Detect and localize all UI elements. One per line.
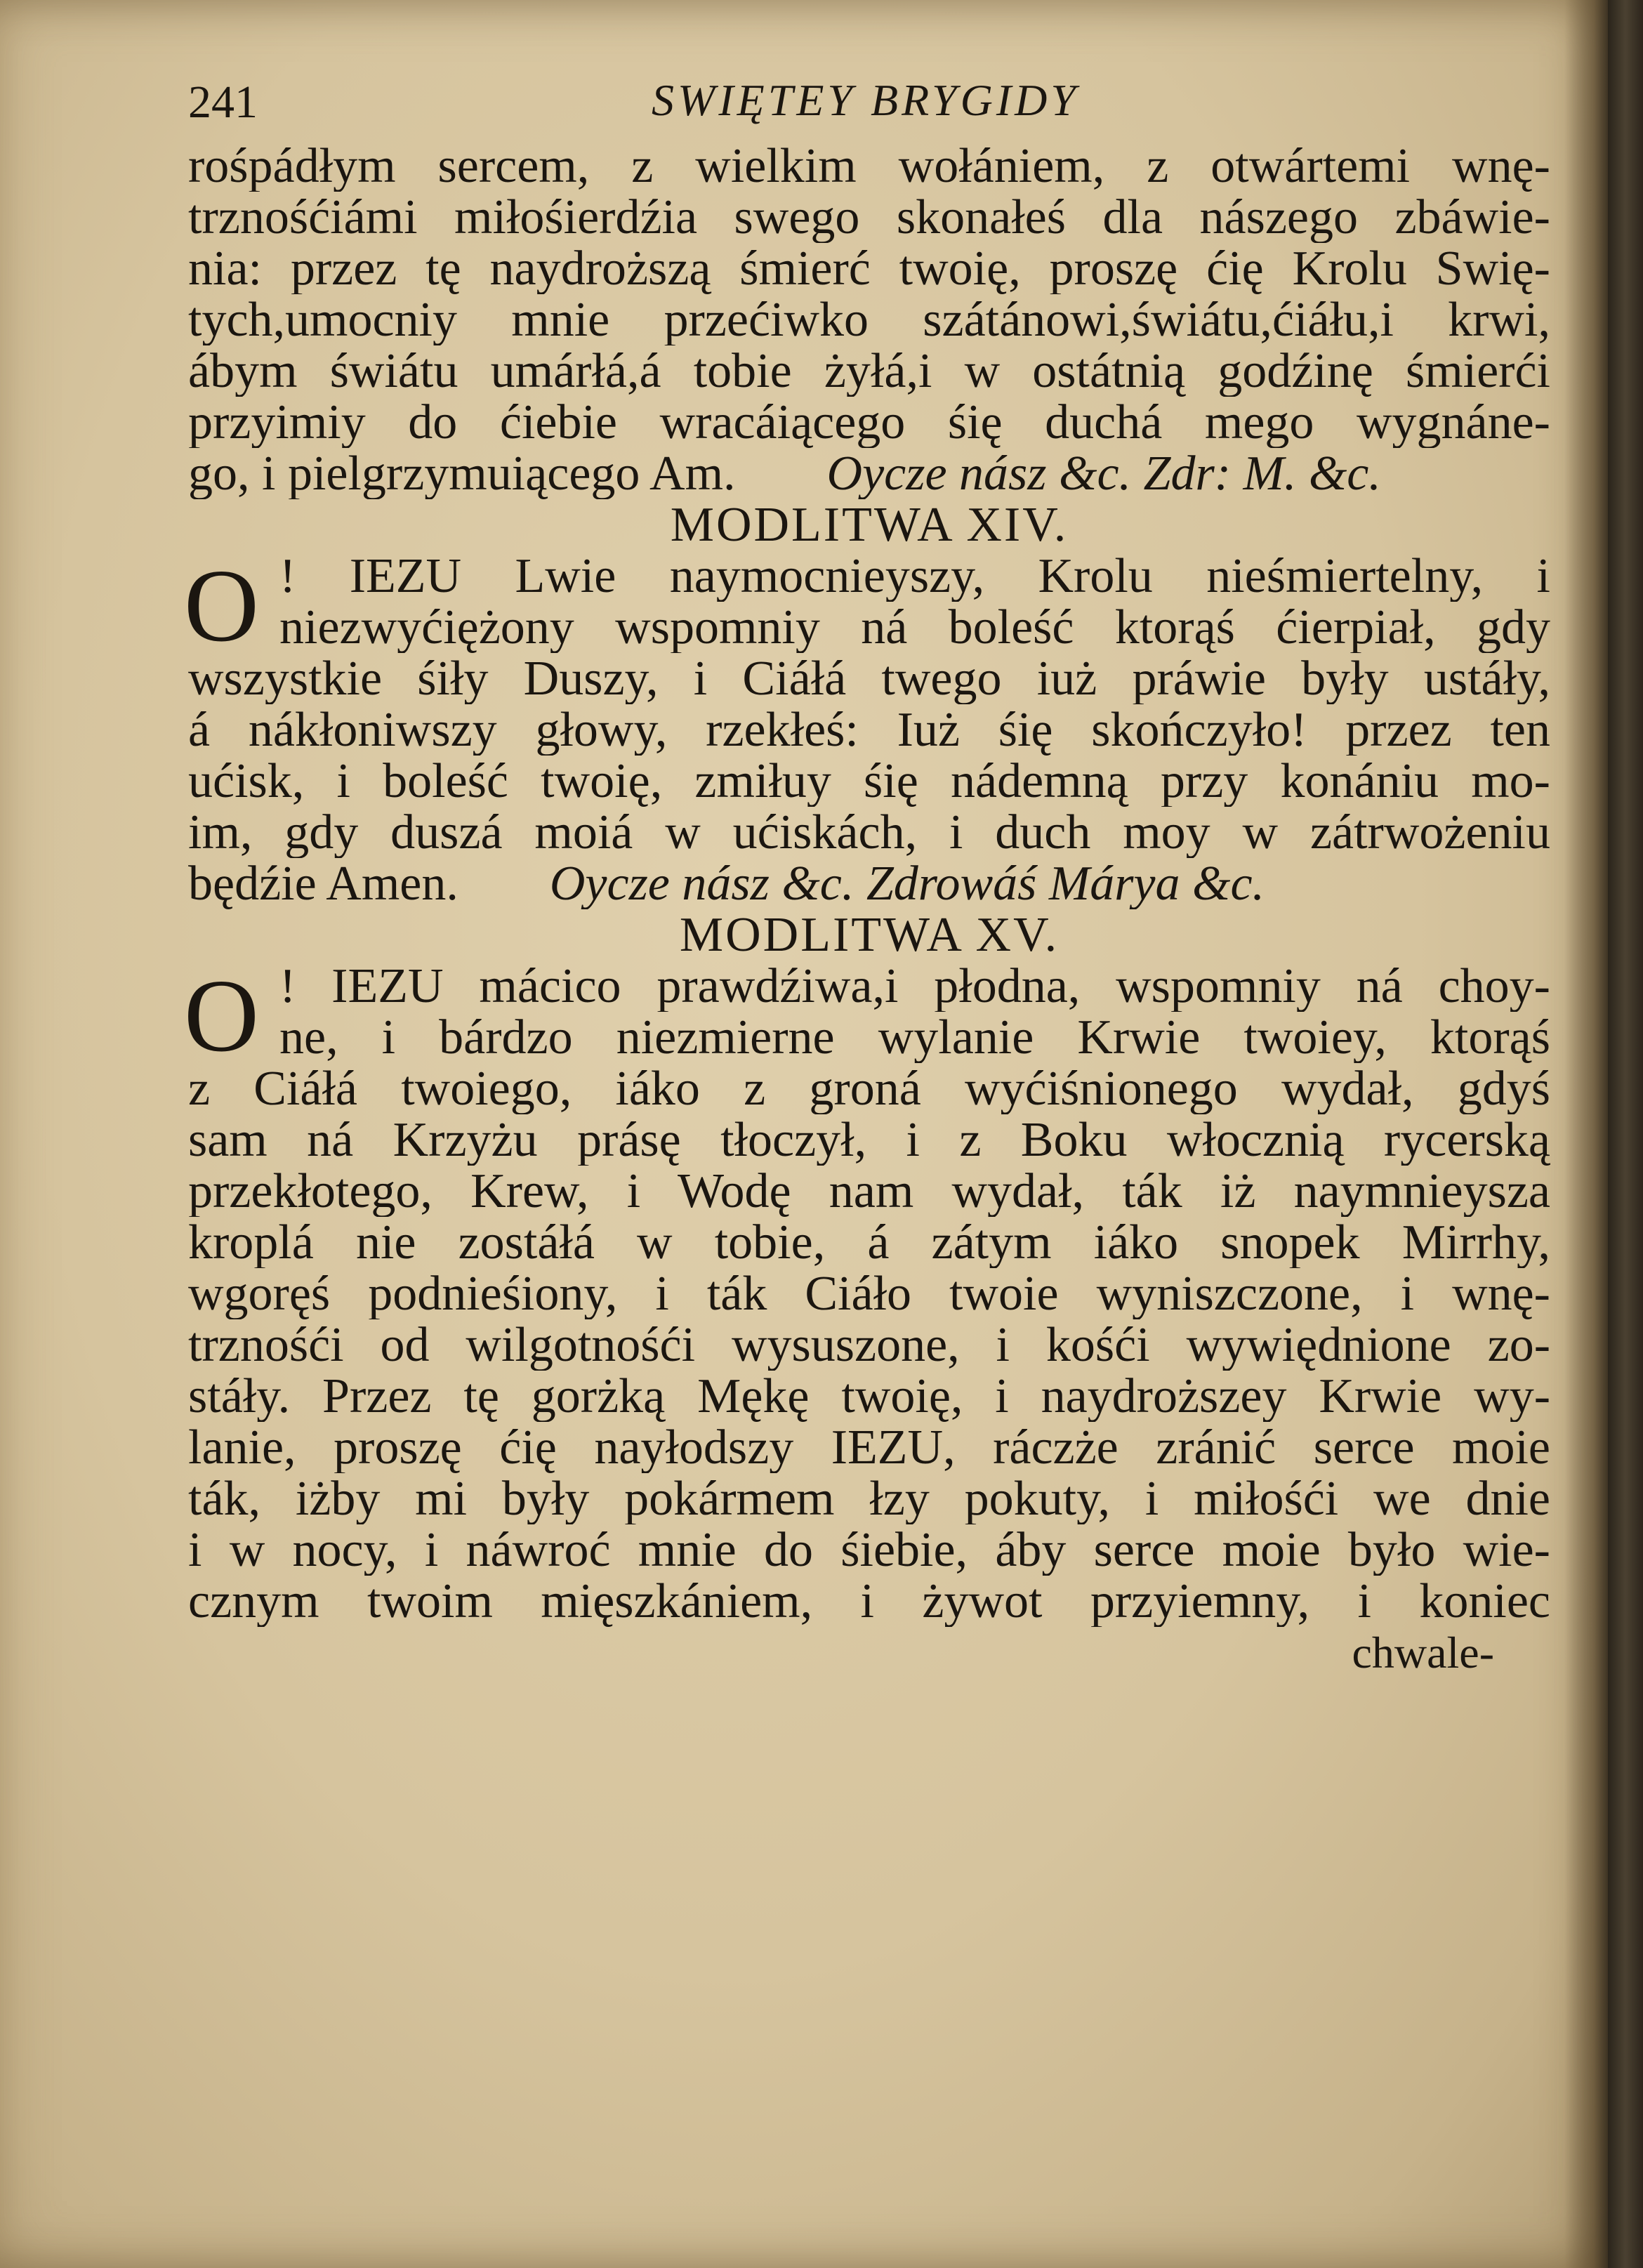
text-line: tych,umocniy mnie przećiwko szátánowi,świátu,ćiáłu,i krwi, [188, 294, 1550, 345]
prayer-heading-xiv: MODLITWA XIV. [670, 498, 1069, 552]
closing-text: będźie Amen. [188, 858, 458, 909]
text-line: przekłotego, Krew, i Wodę nam wydał, ták iż naymnieysza [188, 1166, 1550, 1217]
closing-text: go, i pielgrzymuiącego Am. [188, 448, 736, 499]
page-text [184, 70, 1550, 1678]
text-line: wszystkie śiły Duszy, i Ciáłá twego iuż práwie były ustáły, [188, 653, 1550, 704]
page-number: 241 [188, 77, 258, 128]
text-line-last [188, 858, 1550, 909]
text-line: sam ná Krzyżu prásę tłoczył, i z Boku włocznią rycerską [188, 1114, 1550, 1166]
text-line: wgoręś podnieśiony, i ták Ciáło twoie wyniszczone, i wnę- [188, 1268, 1550, 1319]
prayer-refrain: Oycze nász &c. Zdr: M. &c. [826, 448, 1381, 499]
prayer-15 [184, 958, 1550, 1627]
text-line: trznośći od wilgotnośći wysuszone, i kośći wywiędnione zo- [188, 1319, 1550, 1371]
text-line: ! IEZU mácico prawdźiwa,i płodna, wspomniy ná choy- [279, 961, 1550, 1012]
prayer-refrain: Oycze nász &c. Zdrowáś Márya &c. [549, 858, 1265, 909]
text-line: i w nocy, i náwroć mnie do śiebie, áby serce moie było wie- [188, 1524, 1550, 1576]
text-line: przyimiy do ćiebie wracáiącego śię duchá mego wygnáne- [188, 397, 1550, 448]
text-line: rośpádłym sercem, z wielkim wołániem, z otwártemi wnę- [188, 140, 1550, 192]
text-line: nia: przez tę naydroższą śmierć twoię, proszę ćię Krolu Swię- [188, 243, 1550, 294]
prayer-heading-xv: MODLITWA XV. [679, 908, 1060, 962]
prayer-14 [184, 548, 1550, 909]
page-header [188, 70, 1550, 140]
catchword: chwale- [1352, 1628, 1494, 1677]
text-line: niezwyćiężony wspomniy ná boleść ktorąś ćierpiał, gdy [279, 602, 1550, 653]
running-title: SWIĘTEY BRYGIDY [652, 75, 1079, 125]
prayer-13-continuation [188, 140, 1550, 499]
text-line: im, gdy duszá moiá w ućiskách, i duch moy w zátrwożeniu [188, 807, 1550, 858]
page-gutter-shadow [1564, 0, 1614, 2268]
text-line: á nákłoniwszy głowy, rzekłeś: Iuż śię skończyło! przez ten [188, 704, 1550, 756]
book-edge [1608, 0, 1643, 2268]
text-line: cznym twoim mięszkániem, i żywot przyiemny, i koniec [188, 1576, 1550, 1627]
text-line-last [188, 448, 1550, 499]
text-line: lanie, proszę ćię nayłodszy IEZU, ráczże zránić serce moie [188, 1422, 1550, 1473]
text-line: ták, iżby mi były pokármem łzy pokuty, i miłośći we dnie [188, 1473, 1550, 1524]
text-line: ábym świátu umárłá,á tobie żyłá,i w ostátnią godźinę śmierći [188, 345, 1550, 397]
drop-initial: O [184, 548, 259, 664]
text-line: trznośćiámi miłośierdźia swego skonałeś dla nászego zbáwie- [188, 192, 1550, 243]
text-line: ne, i bárdzo niezmierne wylanie Krwie twoiey, ktorąś [279, 1012, 1550, 1063]
text-line: z Ciáłá twoiego, iáko z groná wyćiśnionego wydał, gdyś [188, 1063, 1550, 1114]
text-line: kroplá nie zostáłá w tobie, á zátym iáko snopek Mirrhy, [188, 1217, 1550, 1268]
text-line: stáły. Przez tę gorżką Mękę twoię, i naydroższey Krwie wy- [188, 1371, 1550, 1422]
drop-initial: O [184, 958, 259, 1074]
text-line: ućisk, i boleść twoię, zmiłuy śię nádemną przy konániu mo- [188, 756, 1550, 807]
text-line: ! IEZU Lwie naymocnieyszy, Krolu nieśmiertelny, i [279, 550, 1550, 602]
